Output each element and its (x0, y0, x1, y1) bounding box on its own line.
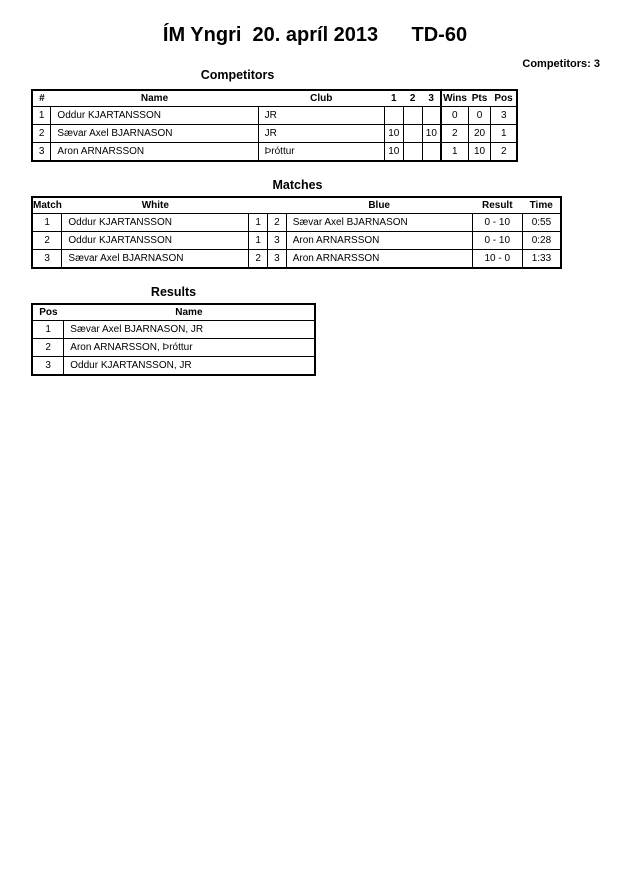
col-num-header: # (39, 93, 45, 104)
pos-cell: 1 (491, 125, 517, 143)
pos-cell: 3 (491, 107, 517, 125)
blue-player: Sævar Axel BJARNASON (286, 214, 472, 232)
white-player-number: 2 (249, 250, 268, 269)
col-score2-header: 2 (409, 93, 416, 104)
pos-cell: 2 (491, 143, 517, 162)
col-blue-header: Blue (368, 200, 390, 211)
score-cell (403, 107, 422, 125)
result-position: 1 (32, 321, 64, 339)
col-score3-header: 3 (428, 93, 434, 104)
results-header-row (32, 304, 315, 321)
table-row (32, 232, 561, 250)
white-player-number: 1 (249, 214, 268, 232)
pts-cell: 0 (468, 107, 491, 125)
competitor-number: 1 (32, 107, 51, 125)
col-match-header: Match (33, 200, 62, 211)
col-time-header: Time (529, 200, 553, 211)
col-name-header: Name (175, 307, 203, 318)
table-row (32, 214, 561, 232)
result-name: Aron ARNARSSON, Þróttur (64, 339, 315, 357)
match-number: 2 (32, 232, 62, 250)
pts-cell: 10 (468, 143, 491, 162)
score-cell (422, 143, 441, 162)
result-position: 2 (32, 339, 64, 357)
score-cell: 10 (384, 125, 403, 143)
wins-cell: 2 (441, 125, 468, 143)
score-cell: 10 (422, 125, 441, 143)
competitor-number: 2 (32, 125, 51, 143)
match-time: 1:33 (522, 250, 561, 269)
results-heading: Results (150, 285, 197, 299)
col-pts-header: Pts (471, 93, 488, 104)
score-cell (403, 125, 422, 143)
table-row (32, 339, 315, 357)
table-row (32, 250, 561, 269)
competitor-name: Sævar Axel BJARNASON (51, 125, 258, 143)
wins-cell: 0 (441, 107, 468, 125)
table-row (32, 125, 517, 143)
competitors-heading: Competitors (200, 68, 275, 82)
table-row (32, 107, 517, 125)
match-time: 0:28 (522, 232, 561, 250)
competitors-count: Competitors: 3 (522, 58, 600, 70)
result-name: Oddur KJARTANSSON, JR (64, 357, 315, 376)
result-name: Sævar Axel BJARNASON, JR (64, 321, 315, 339)
col-pos-header: Pos (494, 93, 513, 104)
competitors-header-row (32, 90, 517, 107)
competitor-name: Oddur KJARTANSSON (51, 107, 258, 125)
page-title: ÍM Yngri 20. apríl 2013 TD-60 (162, 24, 468, 46)
col-white-header: White (141, 200, 169, 211)
pts-cell: 20 (468, 125, 491, 143)
match-result: 10 - 0 (472, 250, 522, 269)
wins-cell: 1 (441, 143, 468, 162)
match-number: 3 (32, 250, 62, 269)
competitor-name: Aron ARNARSSON (51, 143, 258, 162)
table-row (32, 143, 517, 162)
competitors-table (31, 89, 518, 162)
match-result: 0 - 10 (472, 232, 522, 250)
competitor-club: JR (258, 107, 384, 125)
white-player: Oddur KJARTANSSON (62, 232, 249, 250)
col-name-header: Name (140, 93, 169, 104)
col-pos-header: Pos (39, 307, 58, 318)
result-position: 3 (32, 357, 64, 376)
score-cell (403, 143, 422, 162)
white-player: Oddur KJARTANSSON (62, 214, 249, 232)
matches-header-row (32, 197, 561, 214)
blue-player: Aron ARNARSSON (286, 250, 472, 269)
competitor-club: Þróttur (258, 143, 384, 162)
col-wins-header: Wins (441, 90, 468, 107)
blue-player-number: 3 (267, 232, 286, 250)
white-player-number: 1 (249, 232, 268, 250)
match-result: 0 - 10 (472, 214, 522, 232)
match-time: 0:55 (522, 214, 561, 232)
blue-player-number: 3 (267, 250, 286, 269)
score-cell: 10 (384, 143, 403, 162)
results-table (31, 303, 316, 376)
matches-table (31, 196, 562, 269)
col-score1-header: 1 (391, 93, 397, 104)
col-result-header: Result (481, 200, 513, 211)
competitor-number: 3 (32, 143, 51, 162)
match-number: 1 (32, 214, 62, 232)
white-player: Sævar Axel BJARNASON (62, 250, 249, 269)
score-cell (384, 107, 403, 125)
blue-player: Aron ARNARSSON (286, 232, 472, 250)
blue-player-number: 2 (267, 214, 286, 232)
col-club-header: Club (310, 93, 333, 104)
matches-heading: Matches (272, 178, 323, 192)
table-row (32, 321, 315, 339)
table-row (32, 357, 315, 376)
competitor-club: JR (258, 125, 384, 143)
score-cell (422, 107, 441, 125)
